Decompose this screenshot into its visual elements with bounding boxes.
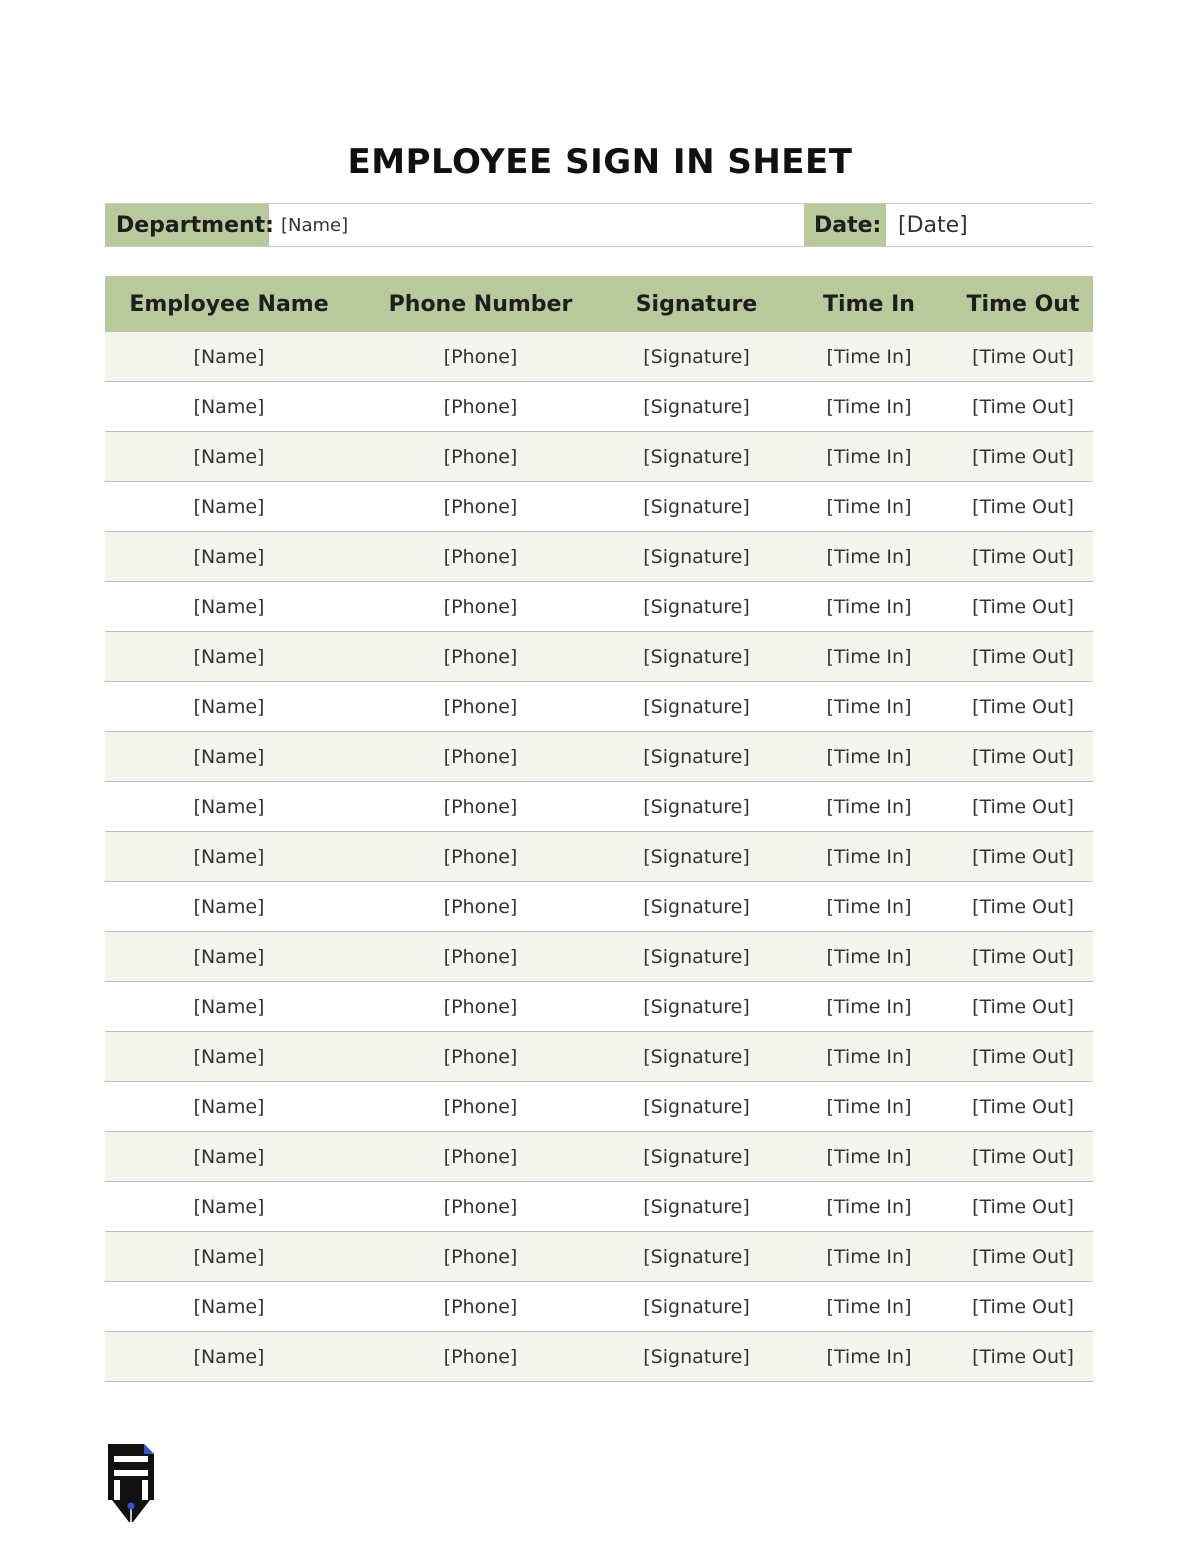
- cell-time-out[interactable]: [Time Out]: [972, 1295, 1074, 1318]
- cell-phone[interactable]: [Phone]: [443, 495, 518, 518]
- cell-phone[interactable]: [Phone]: [443, 345, 518, 368]
- cell-employee-name[interactable]: [Name]: [193, 1245, 265, 1268]
- table-row: [105, 732, 1093, 782]
- cell-time-out[interactable]: [Time Out]: [972, 495, 1074, 518]
- department-label: Department:: [105, 204, 269, 246]
- cell-employee-name[interactable]: [Name]: [193, 445, 265, 468]
- cell-time-out[interactable]: [Time Out]: [972, 645, 1074, 668]
- cell-time-out[interactable]: [Time Out]: [972, 1245, 1074, 1268]
- cell-employee-name[interactable]: [Name]: [193, 945, 265, 968]
- cell-signature[interactable]: [Signature]: [643, 695, 750, 718]
- cell-time-out[interactable]: [Time Out]: [972, 845, 1074, 868]
- cell-signature[interactable]: [Signature]: [643, 845, 750, 868]
- table-row: [105, 982, 1093, 1032]
- table-row: [105, 1132, 1093, 1182]
- cell-time-out[interactable]: [Time Out]: [972, 395, 1074, 418]
- table-row: [105, 632, 1093, 682]
- cell-signature[interactable]: [Signature]: [643, 345, 750, 368]
- cell-employee-name[interactable]: [Name]: [193, 745, 265, 768]
- cell-employee-name[interactable]: [Name]: [193, 1195, 265, 1218]
- cell-time-out[interactable]: [Time Out]: [972, 445, 1074, 468]
- cell-employee-name[interactable]: [Name]: [193, 795, 265, 818]
- cell-employee-name[interactable]: [Name]: [193, 645, 265, 668]
- cell-employee-name[interactable]: [Name]: [193, 695, 265, 718]
- cell-time-out[interactable]: [Time Out]: [972, 1345, 1074, 1368]
- cell-signature[interactable]: [Signature]: [643, 1245, 750, 1268]
- table-row: [105, 882, 1093, 932]
- cell-phone[interactable]: [Phone]: [443, 1095, 518, 1118]
- table-row: [105, 782, 1093, 832]
- table-row: [105, 1282, 1093, 1332]
- department-field[interactable]: [Name]: [281, 214, 349, 236]
- cell-signature[interactable]: [Signature]: [643, 595, 750, 618]
- cell-time-out[interactable]: [Time Out]: [972, 1095, 1074, 1118]
- table-row: [105, 432, 1093, 482]
- cell-time-in[interactable]: [Time In]: [826, 595, 912, 618]
- cell-phone[interactable]: [Phone]: [443, 645, 518, 668]
- cell-employee-name[interactable]: [Name]: [193, 995, 265, 1018]
- cell-time-in[interactable]: [Time In]: [826, 1145, 912, 1168]
- cell-time-in[interactable]: [Time In]: [826, 895, 912, 918]
- cell-phone[interactable]: [Phone]: [443, 895, 518, 918]
- cell-time-in[interactable]: [Time In]: [826, 1295, 912, 1318]
- cell-time-in[interactable]: [Time In]: [826, 1345, 912, 1368]
- date-label: Date:: [804, 204, 886, 246]
- sign-in-table: [105, 276, 1093, 1382]
- cell-phone[interactable]: [Phone]: [443, 1045, 518, 1068]
- cell-signature[interactable]: [Signature]: [643, 445, 750, 468]
- cell-phone[interactable]: [Phone]: [443, 445, 518, 468]
- cell-time-in[interactable]: [Time In]: [826, 945, 912, 968]
- cell-employee-name[interactable]: [Name]: [193, 845, 265, 868]
- cell-phone[interactable]: [Phone]: [443, 1145, 518, 1168]
- cell-signature[interactable]: [Signature]: [643, 1345, 750, 1368]
- cell-time-out[interactable]: [Time Out]: [972, 745, 1074, 768]
- table-row: [105, 832, 1093, 882]
- cell-employee-name[interactable]: [Name]: [193, 1045, 265, 1068]
- column-header-phone-number: Phone Number: [388, 291, 573, 317]
- table-row: [105, 1032, 1093, 1082]
- column-header-time-out: Time Out: [966, 291, 1080, 317]
- cell-employee-name[interactable]: [Name]: [193, 595, 265, 618]
- cell-time-out[interactable]: [Time Out]: [972, 795, 1074, 818]
- cell-phone[interactable]: [Phone]: [443, 745, 518, 768]
- table-row: [105, 1332, 1093, 1382]
- cell-employee-name[interactable]: [Name]: [193, 1095, 265, 1118]
- cell-employee-name[interactable]: [Name]: [193, 545, 265, 568]
- cell-phone[interactable]: [Phone]: [443, 1195, 518, 1218]
- table-row: [105, 482, 1093, 532]
- cell-time-in[interactable]: [Time In]: [826, 345, 912, 368]
- cell-phone[interactable]: [Phone]: [443, 595, 518, 618]
- cell-signature[interactable]: [Signature]: [643, 645, 750, 668]
- cell-time-out[interactable]: [Time Out]: [972, 345, 1074, 368]
- cell-signature[interactable]: [Signature]: [643, 395, 750, 418]
- table-row: [105, 582, 1093, 632]
- cell-time-out[interactable]: [Time Out]: [972, 695, 1074, 718]
- cell-phone[interactable]: [Phone]: [443, 1345, 518, 1368]
- table-row: [105, 382, 1093, 432]
- cell-phone[interactable]: [Phone]: [443, 945, 518, 968]
- table-row: [105, 532, 1093, 582]
- cell-time-in[interactable]: [Time In]: [826, 395, 912, 418]
- table-row: [105, 1182, 1093, 1232]
- cell-signature[interactable]: [Signature]: [643, 1045, 750, 1068]
- column-header-signature: Signature: [635, 291, 758, 317]
- pen-nib-document-icon: [106, 1442, 156, 1524]
- cell-time-in[interactable]: [Time In]: [826, 1245, 912, 1268]
- table-row: [105, 1082, 1093, 1132]
- cell-signature[interactable]: [Signature]: [643, 545, 750, 568]
- cell-time-in[interactable]: [Time In]: [826, 695, 912, 718]
- info-bar: [105, 203, 1093, 247]
- cell-signature[interactable]: [Signature]: [643, 1195, 750, 1218]
- cell-employee-name[interactable]: [Name]: [193, 895, 265, 918]
- cell-phone[interactable]: [Phone]: [443, 995, 518, 1018]
- cell-phone[interactable]: [Phone]: [443, 1295, 518, 1318]
- cell-employee-name[interactable]: [Name]: [193, 1295, 265, 1318]
- cell-time-in[interactable]: [Time In]: [826, 1095, 912, 1118]
- cell-phone[interactable]: [Phone]: [443, 795, 518, 818]
- cell-time-out[interactable]: [Time Out]: [972, 1195, 1074, 1218]
- cell-time-in[interactable]: [Time In]: [826, 445, 912, 468]
- cell-phone[interactable]: [Phone]: [443, 845, 518, 868]
- page-title: EMPLOYEE SIGN IN SHEET: [347, 142, 853, 182]
- table-row: [105, 932, 1093, 982]
- table-header-row: [105, 276, 1093, 332]
- date-field[interactable]: [Date]: [898, 212, 968, 238]
- cell-signature[interactable]: [Signature]: [643, 995, 750, 1018]
- cell-signature[interactable]: [Signature]: [643, 945, 750, 968]
- cell-employee-name[interactable]: [Name]: [193, 1145, 265, 1168]
- cell-signature[interactable]: [Signature]: [643, 1145, 750, 1168]
- cell-signature[interactable]: [Signature]: [643, 1295, 750, 1318]
- cell-time-in[interactable]: [Time In]: [826, 645, 912, 668]
- cell-time-out[interactable]: [Time Out]: [972, 595, 1074, 618]
- cell-time-out[interactable]: [Time Out]: [972, 1045, 1074, 1068]
- cell-time-in[interactable]: [Time In]: [826, 745, 912, 768]
- cell-signature[interactable]: [Signature]: [643, 795, 750, 818]
- column-header-employee-name: Employee Name: [129, 291, 329, 317]
- cell-signature[interactable]: [Signature]: [643, 745, 750, 768]
- cell-time-in[interactable]: [Time In]: [826, 845, 912, 868]
- cell-time-in[interactable]: [Time In]: [826, 1045, 912, 1068]
- cell-phone[interactable]: [Phone]: [443, 545, 518, 568]
- cell-time-in[interactable]: [Time In]: [826, 995, 912, 1018]
- cell-employee-name[interactable]: [Name]: [193, 1345, 265, 1368]
- cell-time-in[interactable]: [Time In]: [826, 495, 912, 518]
- cell-signature[interactable]: [Signature]: [643, 495, 750, 518]
- table-row: [105, 332, 1093, 382]
- cell-time-out[interactable]: [Time Out]: [972, 995, 1074, 1018]
- cell-time-in[interactable]: [Time In]: [826, 1195, 912, 1218]
- cell-time-out[interactable]: [Time Out]: [972, 545, 1074, 568]
- cell-phone[interactable]: [Phone]: [443, 695, 518, 718]
- cell-phone[interactable]: [Phone]: [443, 1245, 518, 1268]
- table-row: [105, 1232, 1093, 1282]
- cell-signature[interactable]: [Signature]: [643, 1095, 750, 1118]
- cell-time-in[interactable]: [Time In]: [826, 545, 912, 568]
- cell-signature[interactable]: [Signature]: [643, 895, 750, 918]
- cell-employee-name[interactable]: [Name]: [193, 345, 265, 368]
- table-row: [105, 682, 1093, 732]
- cell-time-out[interactable]: [Time Out]: [972, 945, 1074, 968]
- cell-phone[interactable]: [Phone]: [443, 395, 518, 418]
- cell-employee-name[interactable]: [Name]: [193, 495, 265, 518]
- cell-time-out[interactable]: [Time Out]: [972, 895, 1074, 918]
- cell-employee-name[interactable]: [Name]: [193, 395, 265, 418]
- cell-time-out[interactable]: [Time Out]: [972, 1145, 1074, 1168]
- cell-time-in[interactable]: [Time In]: [826, 795, 912, 818]
- column-header-time-in: Time In: [823, 291, 915, 317]
